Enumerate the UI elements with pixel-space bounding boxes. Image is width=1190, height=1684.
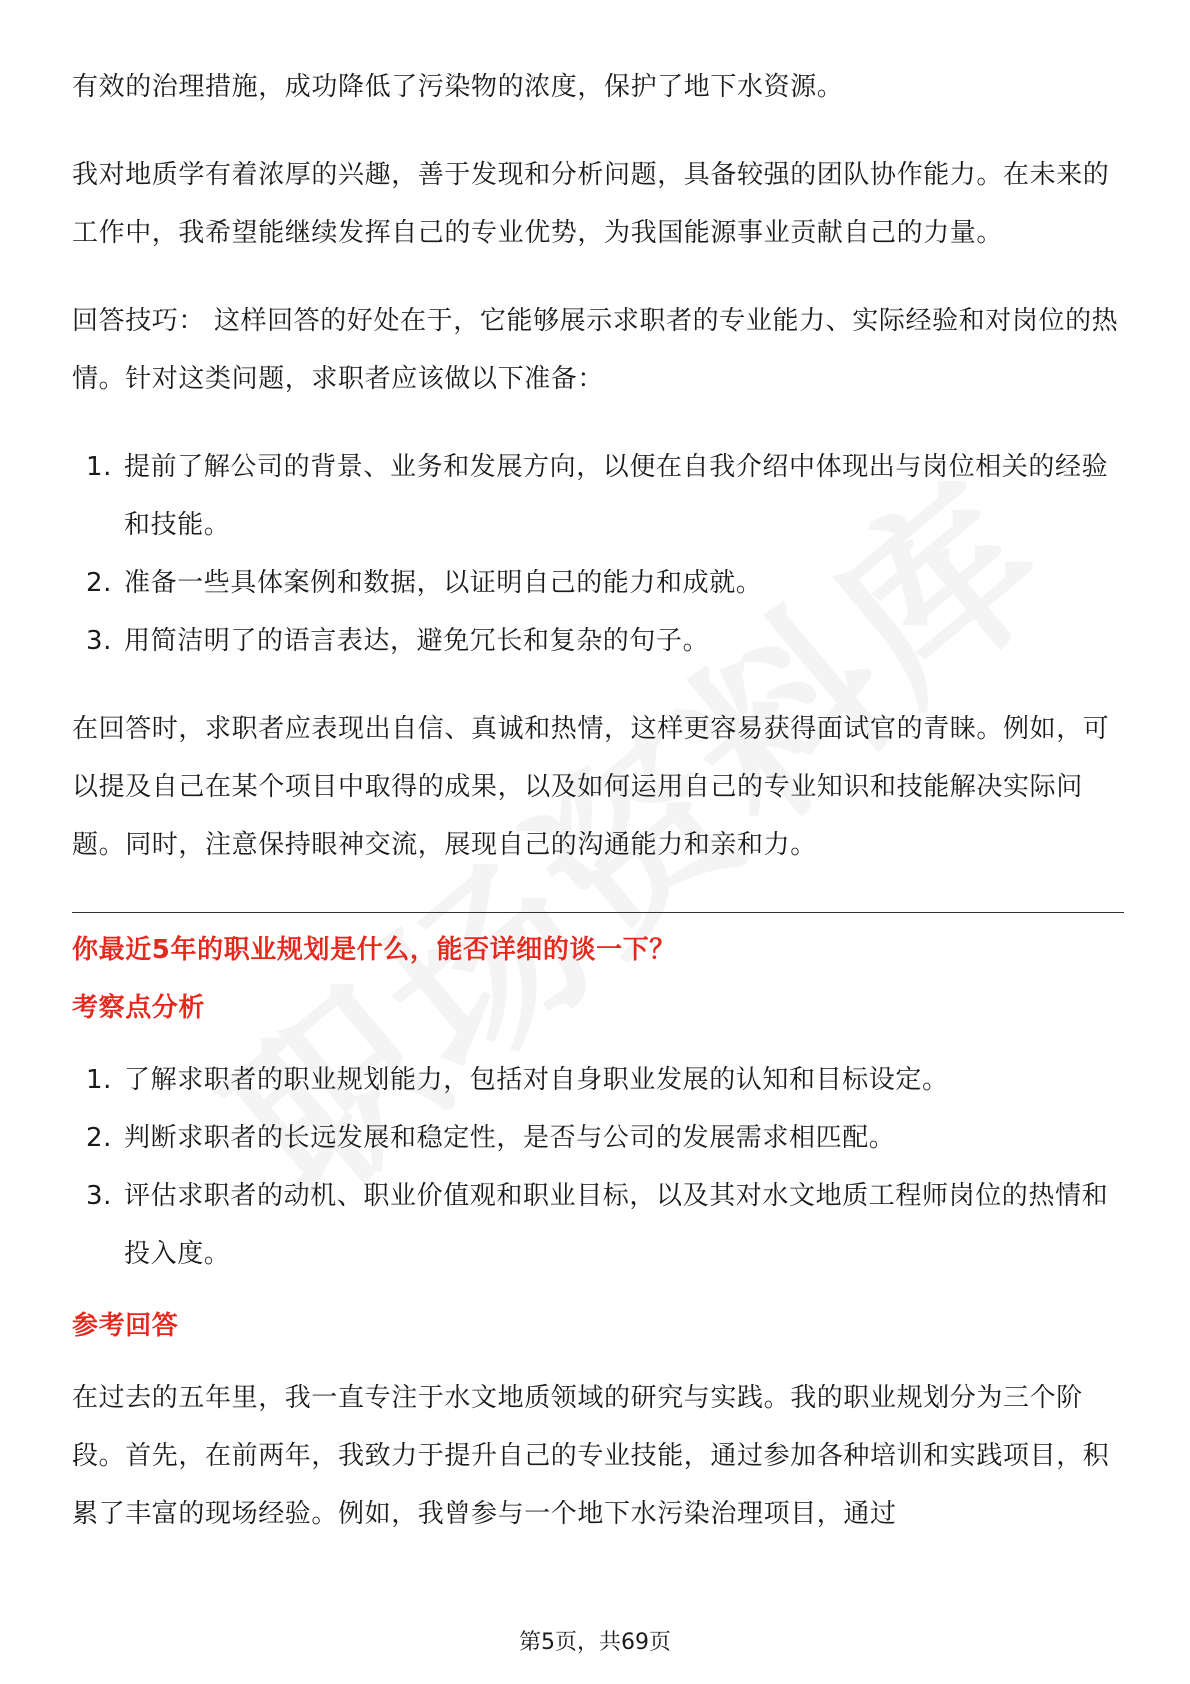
list-number: 2. bbox=[86, 568, 113, 598]
list-text: 了解求职者的职业规划能力，包括对自身职业发展的认知和目标设定。 bbox=[124, 1065, 949, 1095]
list-item bbox=[72, 1167, 1124, 1283]
list-item bbox=[72, 438, 1124, 554]
paragraph-answer-advice: 在回答时，求职者应表现出自信、真诚和热情，这样更容易获得面试官的青睐。例如，可以提及自己在某个项目中取得的成果，以及如何运用自己的专业知识和技能解决实际问题。同时，注意保持眼神交流，展现自己的沟通能力和亲和力。 bbox=[72, 714, 1110, 860]
list-text: 判断求职者的长远发展和稳定性，是否与公司的发展需求相匹配。 bbox=[124, 1123, 896, 1153]
analysis-heading: 考察点分析 bbox=[72, 993, 206, 1023]
page-number: 第5页，共69页 bbox=[519, 1630, 671, 1655]
list-number: 3. bbox=[86, 626, 113, 656]
list-text: 评估求职者的动机、职业价值观和职业目标，以及其对水文地质工程师岗位的热情和投入度。 bbox=[124, 1181, 1109, 1269]
list-item bbox=[72, 554, 1124, 612]
list-text: 准备一些具体案例和数据，以证明自己的能力和成就。 bbox=[124, 568, 763, 598]
question-title: 你最近5年的职业规划是什么，能否详细的谈一下？ bbox=[72, 935, 676, 965]
section-divider bbox=[72, 912, 1124, 913]
paragraph-answer-tips: 回答技巧： 这样回答的好处在于，它能够展示求职者的专业能力、实际经验和对岗位的热情。针对这类问题，求职者应该做以下准备： bbox=[72, 306, 1119, 394]
list-item bbox=[72, 1051, 1124, 1109]
list-item bbox=[72, 1109, 1124, 1167]
analysis-list bbox=[72, 1051, 1124, 1283]
list-text: 用简洁明了的语言表达，避免冗长和复杂的句子。 bbox=[124, 626, 710, 656]
answer-heading: 参考回答 bbox=[72, 1311, 179, 1341]
list-number: 3. bbox=[86, 1181, 113, 1211]
list-number: 1. bbox=[86, 1065, 113, 1095]
paragraph-continuation: 有效的治理措施，成功降低了污染物的浓度，保护了地下水资源。 bbox=[72, 72, 844, 102]
list-text: 提前了解公司的背景、业务和发展方向，以便在自我介绍中体现出与岗位相关的经验和技能。 bbox=[124, 452, 1109, 540]
list-number: 1. bbox=[86, 452, 113, 482]
list-item bbox=[72, 612, 1124, 670]
list-number: 2. bbox=[86, 1123, 113, 1153]
content bbox=[72, 58, 1124, 1543]
tips-list bbox=[72, 438, 1124, 670]
paragraph-interest: 我对地质学有着浓厚的兴趣，善于发现和分析问题，具备较强的团队协作能力。在未来的工作中，我希望能继续发挥自己的专业优势，为我国能源事业贡献自己的力量。 bbox=[72, 160, 1110, 248]
paragraph-reference-answer: 在过去的五年里，我一直专注于水文地质领域的研究与实践。我的职业规划分为三个阶段。首先，在前两年，我致力于提升自己的专业技能，通过参加各种培训和实践项目，积累了丰富的现场经验。例如，我曾参与一个地下水污染治理项目，通过 bbox=[72, 1383, 1110, 1529]
